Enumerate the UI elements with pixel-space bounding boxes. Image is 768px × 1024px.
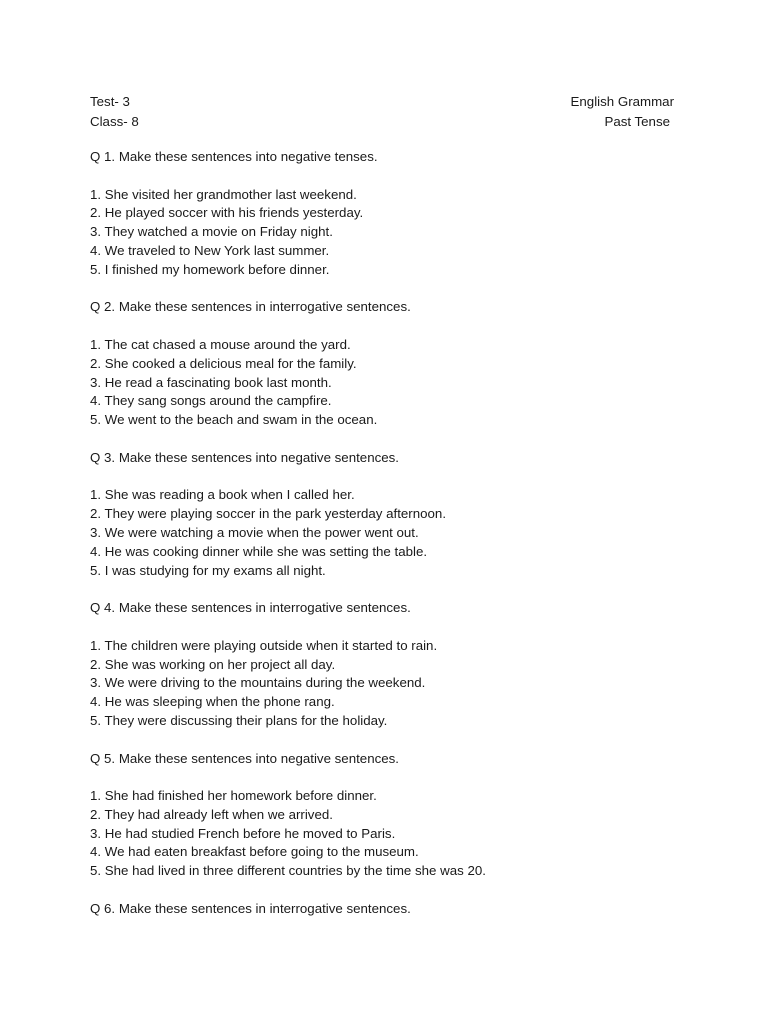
question-heading: Q 2. Make these sentences in interrogative sentences. xyxy=(90,299,411,315)
sentence-item: 5. We went to the beach and swam in the ocean. xyxy=(90,412,378,428)
sentence-item: 4. He was cooking dinner while she was setting the table. xyxy=(90,543,428,559)
question-section-3 xyxy=(90,449,710,599)
sentence-item: 2. They were playing soccer in the park yesterday afternoon. xyxy=(90,506,447,522)
header-row-top xyxy=(90,92,674,112)
sentence-item: 1. She visited her grandmother last weekend. xyxy=(90,186,357,202)
sentence-list xyxy=(90,336,710,430)
document-body xyxy=(90,148,710,919)
question-section-1 xyxy=(90,148,710,298)
sentence-list xyxy=(90,637,710,731)
question-section-6 xyxy=(90,900,710,919)
sentence-item: 3. They watched a movie on Friday night. xyxy=(90,224,333,240)
sentence-item: 5. They were discussing their plans for the holiday. xyxy=(90,712,388,728)
sentence-item: 1. The cat chased a mouse around the yard. xyxy=(90,336,351,352)
question-section-5 xyxy=(90,750,710,900)
sentence-item: 2. She was working on her project all day. xyxy=(90,656,336,672)
sentence-list xyxy=(90,186,710,280)
header-row-bottom xyxy=(90,112,674,132)
question-section-4 xyxy=(90,599,710,749)
sentence-item: 5. I was studying for my exams all night. xyxy=(90,562,326,578)
sentence-item: 4. They sang songs around the campfire. xyxy=(90,393,332,409)
question-section-2 xyxy=(90,298,710,448)
sentence-item: 4. He was sleeping when the phone rang. xyxy=(90,694,335,710)
test-label: Test- 3 xyxy=(90,94,130,109)
sentence-item: 1. The children were playing outside when it started to rain. xyxy=(90,637,438,653)
sentence-item: 3. We were watching a movie when the power went out. xyxy=(90,524,419,540)
sentence-item: 2. He played soccer with his friends yesterday. xyxy=(90,205,364,221)
sentence-item: 4. We had eaten breakfast before going to the museum. xyxy=(90,844,419,860)
sentence-list xyxy=(90,787,710,881)
sentence-list xyxy=(90,486,710,580)
sentence-item: 4. We traveled to New York last summer. xyxy=(90,242,330,258)
question-heading: Q 4. Make these sentences in interrogative sentences. xyxy=(90,600,411,616)
question-heading: Q 1. Make these sentences into negative tenses. xyxy=(90,149,378,164)
sentence-item: 3. He had studied French before he moved to Paris. xyxy=(90,825,396,841)
question-heading: Q 6. Make these sentences in interrogative sentences. xyxy=(90,900,411,916)
sentence-item: 3. He read a fascinating book last month. xyxy=(90,374,332,390)
sentence-item: 5. I finished my homework before dinner. xyxy=(90,261,330,277)
question-heading: Q 3. Make these sentences into negative sentences. xyxy=(90,449,399,465)
question-heading: Q 5. Make these sentences into negative sentences. xyxy=(90,750,399,766)
sentence-item: 1. She had finished her homework before dinner. xyxy=(90,788,377,804)
topic-label: Past Tense xyxy=(604,113,670,129)
sentence-item: 5. She had lived in three different countries by the time she was 20. xyxy=(90,863,486,879)
sentence-item: 1. She was reading a book when I called her. xyxy=(90,487,355,503)
sentence-item: 2. She cooked a delicious meal for the family. xyxy=(90,355,357,371)
subject-label: English Grammar xyxy=(570,94,674,109)
class-label: Class- 8 xyxy=(90,113,139,129)
sentence-item: 2. They had already left when we arrived. xyxy=(90,806,333,822)
sentence-item: 3. We were driving to the mountains during the weekend. xyxy=(90,675,426,691)
document-header xyxy=(90,92,674,131)
